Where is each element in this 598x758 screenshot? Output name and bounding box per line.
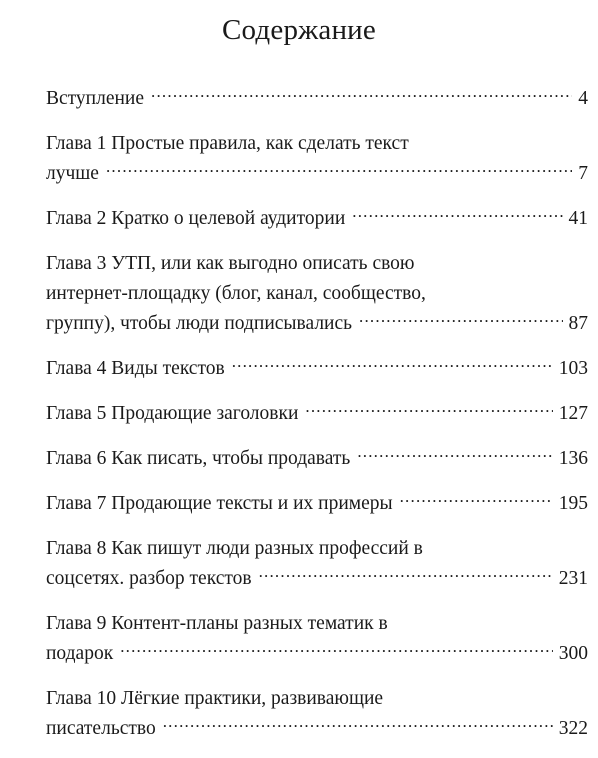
toc-entry[interactable] (46, 129, 588, 189)
dot-leader (352, 205, 562, 225)
dot-leader (357, 445, 552, 465)
dot-leader (259, 565, 553, 585)
toc-entry-page-number: 195 (558, 493, 588, 514)
toc-entry-last-line (46, 84, 588, 114)
toc-entry[interactable] (46, 249, 588, 339)
toc-entry-line (46, 684, 588, 714)
toc-entry-title-text: Глава 8 Как пишут люди разных профессий в (46, 538, 423, 559)
page-title: Содержание (222, 14, 376, 46)
toc-entry-title-text: Глава 3 УТП, или как выгодно описать свою (46, 253, 415, 274)
toc-entry-last-line (46, 354, 588, 384)
toc-entry[interactable] (46, 204, 588, 234)
toc-entry-page-number: 127 (558, 403, 588, 424)
toc-entry-last-line (46, 489, 588, 519)
toc-entry-last-line (46, 444, 588, 474)
toc-entry-title-text: лучше (46, 163, 99, 184)
toc-entry[interactable] (46, 84, 588, 114)
toc-entry[interactable] (46, 609, 588, 669)
dot-leader (163, 715, 553, 735)
toc-entry-line (46, 534, 588, 564)
dot-leader (400, 490, 553, 510)
toc-entry-page-number: 231 (558, 568, 588, 589)
toc-entry-last-line (46, 639, 588, 669)
toc-entry-line (46, 129, 588, 159)
toc-entry-page-number: 322 (558, 718, 588, 739)
toc-entry-page-number: 4 (578, 88, 588, 109)
toc-entry-title-text: Глава 7 Продающие тексты и их примеры (46, 493, 393, 514)
toc-entry-line (46, 249, 588, 279)
toc-entry-title-text: Глава 1 Простые правила, как сделать текст (46, 133, 409, 154)
toc-entry-title-text: интернет-площадку (блог, канал, сообщество, (46, 283, 426, 304)
toc-entry-title-text: Глава 4 Виды текстов (46, 358, 225, 379)
dot-leader (120, 640, 553, 660)
toc-entry-page-number: 136 (558, 448, 588, 469)
toc-entry-title-text: подарок (46, 643, 114, 664)
toc-entry-last-line (46, 714, 588, 744)
toc-entry-page-number: 103 (558, 358, 588, 379)
toc-entry-title-text: Глава 10 Лёгкие практики, развивающие (46, 688, 384, 709)
toc-entry-last-line (46, 309, 588, 339)
toc-entry-title-text: Глава 5 Продающие заголовки (46, 403, 299, 424)
toc-entry-page-number: 41 (568, 208, 588, 229)
toc-entry-page-number: 7 (578, 163, 588, 184)
toc-entry-title-text: Глава 9 Контент-планы разных тематик в (46, 613, 388, 634)
toc-entry[interactable] (46, 534, 588, 594)
dot-leader (305, 400, 552, 420)
toc-entry-last-line (46, 399, 588, 429)
table-of-contents (46, 84, 588, 744)
dot-leader (106, 160, 572, 180)
toc-entry[interactable] (46, 684, 588, 744)
toc-entry-title-text: Вступление (46, 88, 145, 109)
toc-entry-page-number: 300 (558, 643, 588, 664)
toc-entry-title-text: группу), чтобы люди подписывались (46, 313, 353, 334)
toc-entry-last-line (46, 564, 588, 594)
dot-leader (232, 355, 553, 375)
toc-entry-title-text: соцсетях. разбор текстов (46, 568, 252, 589)
toc-entry-last-line (46, 159, 588, 189)
toc-entry[interactable] (46, 354, 588, 384)
toc-entry-line (46, 279, 588, 309)
toc-entry-title-text: Глава 6 Как писать, чтобы продавать (46, 448, 351, 469)
toc-entry-title-text: писательство (46, 718, 156, 739)
toc-entry[interactable] (46, 399, 588, 429)
toc-entry-title-text: Глава 2 Кратко о целевой аудитории (46, 208, 346, 229)
toc-entry-last-line (46, 204, 588, 234)
toc-entry[interactable] (46, 444, 588, 474)
toc-entry-page-number: 87 (568, 313, 588, 334)
toc-entry-line (46, 609, 588, 639)
dot-leader (359, 310, 562, 330)
dot-leader (151, 85, 572, 105)
toc-entry[interactable] (46, 489, 588, 519)
